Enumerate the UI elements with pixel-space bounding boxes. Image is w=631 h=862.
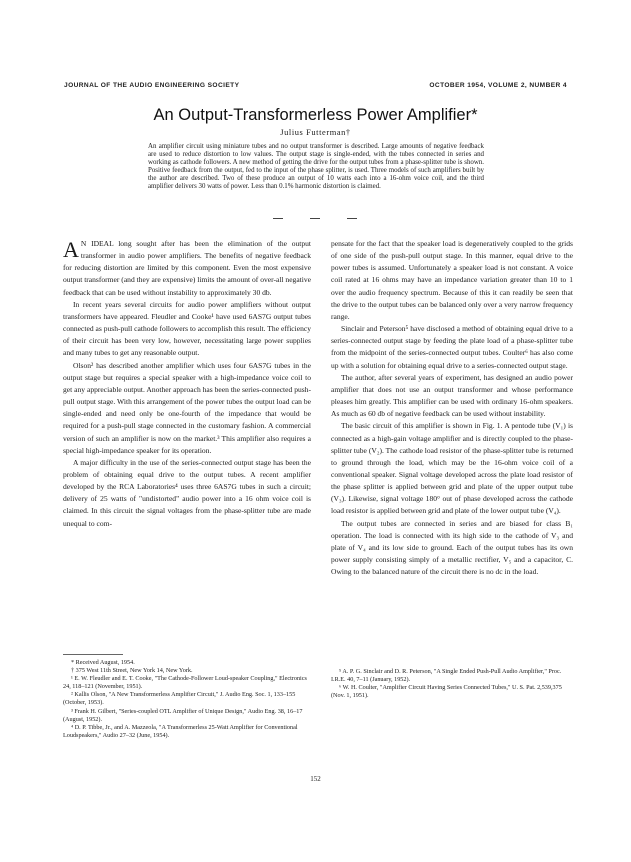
body-column-right [331,238,573,578]
footnote: ² Kallis Olson, "A New Transformerless Amplifier Circuit," J. Audio Eng. Soc. 1, 133–155 (October, 1953). [63,691,296,707]
separator-rule-2 [310,218,320,219]
paragraph: The output tubes are connected in series and are biased for class B₁ operation. The load is connected with its high side to the cathode of V₃ and plate of V₄ and its low side to ground. Each of the output tubes has its own power supply consisting simply of a metallic rectifier, V₅ and a capacitor, C. Owing to the balanced nature of the circuit there is no dc in the load. [331,518,573,577]
paragraph-text: N IDEAL long sought after has been the elimination of the output transformer in audio power amplifiers. The benefits of negative feedback for reducing distortion are limited by this component. Even the most expensive output transformer (and they are expensive) limits the amount of over-all negative feedback that can be used without instability to approximately 30 db. [63,239,311,297]
body-column-left [63,238,311,530]
footnote: ⁵ A. P. G. Sinclair and D. R. Peterson, "A Single Ended Push-Pull Audio Amplifier," Proc. I.R.E. 40, 7–11 (January, 1952). [331,668,562,684]
footnote: † 375 West 11th Street, New York 14, New York. [71,667,193,675]
paragraph: Sinclair and Peterson⁵ have disclosed a method of obtaining equal drive to a series-connected output stage by feeding the plate load of a phase-splitter tube from the midpoint of the series-connected output tubes. Coulter⁶ has also come up with a solution for obtaining equal drive to a series-connected output stage. [331,324,573,370]
drop-cap: A [63,237,79,262]
footnote: * Received August, 1954. [71,659,135,666]
paragraph: The basic circuit of this amplifier is shown in Fig. 1. A pentode tube (V₁) is connected as a high-gain voltage amplifier and is directly coupled to the phase-splitter tube (V₂). The cathode load resistor of the phase-splitter tube is returned to ground through the load, which may be the 16-ohm voice coil of a conventional speaker. Signal voltage developed across the plate load resistor of the phase splitter is applied between grid and plate of the upper output tube (V₃). Likewise, signal voltage 180° out of phase developed across the cathode load resistor is applied between grid and plate of the lower output tube (V₄). [331,421,573,516]
paragraph: pensate for the fact that the speaker load is degeneratively coupled to the grids of one side of the push-pull output stage. In this manner, equal drive to the power tubes is assumed. Unfortunately a speaker load is not constant. A voice coil rated at 16 ohms may have an impedance variation greater than 10 to 1 over the audio frequency spectrum. Because of this it can readily be seen that the drive to the output tubes can be balanced only over a very narrow frequency range. [331,239,573,321]
separator-rule-3 [347,218,357,219]
separator-rule-1 [273,218,283,219]
page-number: 152 [310,775,321,783]
footnote: ⁴ D. P. Tibbe, Jr., and A. Mazzeola, "A Transformerless 25-Watt Amplifier for Conventional Loudspeakers," Audio 27–32 (June, 1954). [63,723,298,739]
article-author: Julius Futterman† [280,128,351,137]
running-header-journal: JOURNAL OF THE AUDIO ENGINEERING SOCIETY [64,82,240,89]
footnote: ⁶ W. H. Coulter, "Amplifier Circuit Having Series Connected Tubes," U. S. Pat. 2,539,375 (Nov. 1, 1951). [331,684,562,700]
paragraph: In recent years several circuits for audio power amplifiers without output transformers have appeared. Fleudler and Cooke¹ have used 6AS7G output tubes connected as push-pull cathode followers to accomplish this result. The efficiency of their circuit has been very low, however, necessitating large power supplies and many tubes to get any reasonable output. [63,299,311,358]
paragraph: The author, after several years of experiment, has designed an audio power amplifier that does not use an output transformer and whose performance pleases him greatly. This amplifier can be used with ordinary 16-ohm speakers. As much as 60 db of negative feedback can be used without instability. [331,372,573,419]
footnotes-left [63,648,311,740]
footnote: ¹ E. W. Fleudler and E. T. Cooke, "The Cathode-Follower Loud-speaker Coupling," Electronics 24, 118–121 (November, 1951). [63,675,307,691]
running-header-issue: OCTOBER 1954, VOLUME 2, NUMBER 4 [429,82,567,89]
abstract: An amplifier circuit using miniature tubes and no output transformer is described. Large amounts of negative feedback are used to reduce distortion to low values. The output stage is single-ended, with the tubes connected in series and working as cathode followers. A new method of getting the drive for the output tubes from a phase-splitter tube is shown. Positive feedback from the output, fed to the input of the phase splitter, is used. Three models of such amplifiers built by the author are described. Two of these produce an output of 10 watts each into a 16-ohm voice coil, and the third amplifier delivers 30 watts of power. Less than 0.1% harmonic distortion is claimed. [148,143,484,191]
paragraph: A major difficulty in the use of the series-connected output stage has been the problem of obtaining equal drive to the output tubes. A recent amplifier developed by the RCA Laboratories⁴ uses three 6AS7G tubes in such a circuit; delivery of 25 watts of "undistorted" audio power into a 16 ohm voice coil is claimed. In this circuit the signal voltages from the phase-splitter tube are made unequal to com- [63,457,311,528]
article-title: An Output-Transformerless Power Amplifier* [153,106,478,124]
paragraph [63,238,311,299]
paragraph: Olson² has described another amplifier which uses four 6AS7G tubes in the output stage but requires a special speaker with a high-impedance voice coil to get any appreciable output. Another approach has been the series-connected push-pull output stage. With this arrangement of the power tubes the output load can be single-ended and need only be one-fourth of the impedance that would be required for a push-pull stage connected in the customary fashion. A commercial version of such an amplifier is now on the market.³ This amplifier also requires a special high-impedance speaker for its operation. [63,360,311,455]
footnote-rule [63,654,123,655]
footnote: ³ Frank H. Gilbert, "Series-coupled OTL Amplifier of Unique Design," Audio Eng. 38, 16–17 (August, 1952). [63,707,303,723]
footnotes-right [331,668,573,700]
